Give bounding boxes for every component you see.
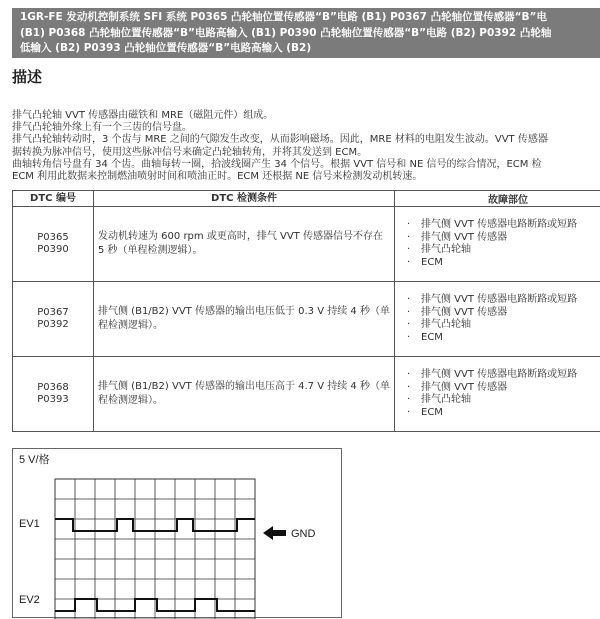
trouble-area-item (397, 369, 600, 382)
section-title: 描述 (12, 66, 42, 87)
gnd-label: GND (291, 528, 316, 540)
bullet-icon: · (397, 257, 421, 270)
description-line: 排气凸轮轴外缘上有一个三齿的信号盘。 (12, 122, 600, 134)
table-header-row (13, 191, 600, 207)
trouble-area-item (397, 294, 600, 307)
description-line: 曲轴转角信号盘有 34 个齿。曲轴每转一圈，拾波线圈产生 34 个信号。根据 VVT 信号和 NE 信号的综合情况，ECM 检 (12, 159, 600, 171)
dtc-code: P0365 (13, 232, 93, 244)
trouble-area-text: 排气侧 VVT 传感器 (421, 232, 507, 243)
header-detection-condition: DTC 检测条件 (94, 191, 395, 207)
bullet-icon: · (397, 294, 421, 307)
bullet-icon: · (397, 232, 421, 245)
description-line: 据转换为脉冲信号，使用这些脉冲信号来确定凸轮轴转角，并将其发送到 ECM。 (12, 147, 600, 159)
trouble-areas (395, 282, 600, 357)
ev1-label: EV1 (19, 518, 40, 530)
table-row (13, 207, 600, 282)
trouble-area-item (397, 307, 600, 320)
bullet-icon: · (397, 407, 421, 420)
dtc-table (12, 190, 600, 432)
trouble-area-text: 排气凸轮轴 (421, 244, 471, 255)
bullet-icon: · (397, 394, 421, 407)
trouble-area-text: 排气侧 VVT 传感器 (421, 307, 507, 318)
trouble-area-item (397, 332, 600, 345)
gnd-arrow-icon (263, 526, 286, 540)
dtc-code: P0368 (13, 382, 93, 394)
page-header (12, 8, 600, 58)
trouble-area-text: 排气侧 VVT 传感器电路断路或短路 (421, 369, 577, 380)
trouble-area-text: 排气侧 VVT 传感器 (421, 382, 507, 393)
description-line: ECM 利用此数据来控制燃油喷射时间和喷油正时。ECM 还根据 NE 信号来检测发动机转速。 (12, 171, 600, 183)
trouble-area-item (397, 407, 600, 420)
trouble-area-item (397, 319, 600, 332)
bullet-icon: · (397, 244, 421, 257)
trouble-area-item (397, 382, 600, 395)
dtc-codes (13, 357, 94, 432)
trouble-area-text: 排气侧 VVT 传感器电路断路或短路 (421, 219, 577, 230)
oscilloscope-svg (13, 449, 343, 619)
trouble-area-item (397, 257, 600, 270)
header-line-3: 低输入 (B2) P0393 凸轮轴位置传感器“B”电路高输入 (B2) (20, 41, 600, 57)
trouble-area-item (397, 244, 600, 257)
trouble-area-text: ECM (421, 332, 443, 343)
oscilloscope-figure (12, 448, 342, 618)
bullet-icon: · (397, 332, 421, 345)
dtc-codes (13, 207, 94, 282)
description-line: 排气凸轮轴 VVT 传感器由磁铁和 MRE（磁阻元件）组成。 (12, 110, 600, 122)
header-line-2: (B1) P0368 凸轮轴位置传感器“B”电路高输入 (B1) P0390 凸轮轴位置传感器“B”电路 (B2) P0392 凸轮轴 (20, 26, 600, 42)
detection-condition: 排气侧 (B1/B2) VVT 传感器的输出电压低于 0.3 V 持续 4 秒（单程检测逻辑）。 (94, 282, 395, 357)
dtc-code: P0393 (13, 394, 93, 406)
trouble-area-item (397, 219, 600, 232)
detection-condition: 发动机转速为 600 rpm 或更高时，排气 VVT 传感器信号不存在 5 秒（单程检测逻辑）。 (94, 207, 395, 282)
trouble-area-text: ECM (421, 407, 443, 418)
trouble-area-text: 排气凸轮轴 (421, 319, 471, 330)
header-trouble-area: 故障部位 (395, 191, 600, 207)
dtc-code: P0367 (13, 307, 93, 319)
ev2-label: EV2 (19, 594, 40, 606)
dtc-codes (13, 282, 94, 357)
bullet-icon: · (397, 307, 421, 320)
trouble-area-text: ECM (421, 257, 443, 268)
bullet-icon: · (397, 219, 421, 232)
trouble-area-text: 排气凸轮轴 (421, 394, 471, 405)
scale-label: 5 V/格 (19, 452, 50, 466)
header-line-1: 1GR-FE 发动机控制系统 SFI 系统 P0365 凸轮轴位置传感器“B”电路 (B1) P0367 凸轮轴位置传感器“B”电 (20, 10, 600, 26)
trouble-areas (395, 357, 600, 432)
description-line: 排气凸轮轴转动时，3 个齿与 MRE 之间的气隙发生改变，从而影响磁场。因此，MRE 材料的电阻发生波动。VVT 传感器 (12, 134, 600, 146)
trouble-area-text: 排气侧 VVT 传感器电路断路或短路 (421, 294, 577, 305)
bullet-icon: · (397, 319, 421, 332)
trouble-areas (395, 207, 600, 282)
table-row (13, 357, 600, 432)
bullet-icon: · (397, 382, 421, 395)
dtc-code: P0392 (13, 319, 93, 331)
bullet-icon: · (397, 369, 421, 382)
dtc-code: P0390 (13, 244, 93, 256)
header-dtc-code: DTC 编号 (13, 191, 94, 207)
table-row (13, 282, 600, 357)
trouble-area-item (397, 232, 600, 245)
trouble-area-item (397, 394, 600, 407)
description (12, 110, 600, 183)
detection-condition: 排气侧 (B1/B2) VVT 传感器的输出电压高于 4.7 V 持续 4 秒（单程检测逻辑）。 (94, 357, 395, 432)
